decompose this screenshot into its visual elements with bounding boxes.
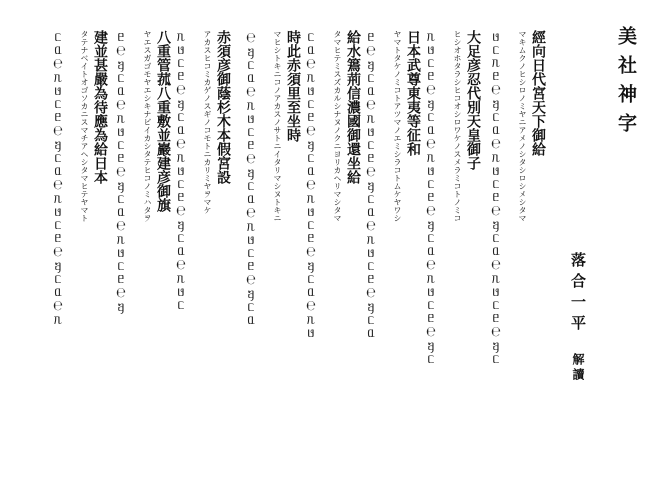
archaic-script: ᥳᥴᥰᥱ℮ᥠᥴᥲ℮ᥰᥳᥴᥱ℮ᥠᥴᥲ℮ᥰᥳᥴᥱ℮ᥠᥴ (488, 30, 504, 365)
archaic-script: ᥴᥲ℮ᥰᥳᥴᥱ℮ᥠᥴᥲ℮ᥰᥳᥴᥱ℮ᥠᥴᥲ℮ᥰᥳ (303, 30, 319, 339)
kana-reading: タマヒテミスズカルシナヌノクニヨリカヘリマシタマ (333, 30, 342, 222)
translator-name: 落合一平 (569, 252, 587, 336)
kana-reading: マヒシトキニコノアカスノサトニイタリマシヌトキニ (273, 30, 282, 222)
kanji-line: 赤須彦御蔭杉木本假宮設 (215, 30, 231, 184)
text-column-5 (243, 30, 303, 470)
text-column-4 (303, 30, 363, 470)
kanji-line: 日本武尊東夷等征和 (405, 30, 421, 156)
archaic-script: ᥰᥳᥴᥱ℮ᥠᥴᥲ℮ᥰᥳᥴᥱ℮ᥠᥴᥲ℮ᥰᥳᥴ (173, 30, 189, 311)
text-column-6 (173, 30, 233, 470)
document-title: 美社神字 (615, 26, 637, 142)
kanji-line: 建並甚嚴為待應為給日本 (92, 30, 108, 184)
text-column-2 (423, 30, 483, 470)
kanji-line: 給水篶荊信濃國御還坐給 (345, 30, 361, 184)
kana-reading: タテナベイトオゴソカニスマチアヘシタマヒテヤマト (80, 30, 89, 222)
translator-role: 解讀 (571, 353, 585, 383)
kanji-line: 八重管菰八重敷並巖建彦御旗 (155, 30, 171, 212)
translator-credit (568, 252, 589, 383)
archaic-script: ᥴᥲ℮ᥰᥳᥴᥱ℮ᥠᥴᥲ℮ᥰᥳᥴᥱ℮ᥠᥴᥲ℮ᥰ (50, 30, 66, 326)
archaic-script: ᥱ℮ᥠᥴᥲ℮ᥰᥳᥴᥱ℮ᥠᥴᥲ℮ᥰᥳᥴᥱ℮ᥠᥴᥲ (363, 30, 379, 339)
kanji-line: 經向日代宮天下御給 (530, 30, 546, 156)
text-column-8 (50, 30, 110, 470)
text-column-1 (488, 30, 548, 470)
kana-reading: マキムクノヒシロノミヤニアメノシタシロシメシタマ (518, 30, 527, 222)
text-column-3 (363, 30, 423, 470)
kana-reading: ヒシオホタラシヒコオシロワケノスメラミコトノミコ (453, 30, 462, 222)
kana-reading: ヤマトタケノミコトアツマノエミシラコトムケヤワシ (393, 30, 402, 222)
kanji-line: 時此赤須里至坐時 (285, 30, 301, 142)
kana-reading: ヤエスガゴモヤエシキナビイカシタテヒコノミハタヲ (143, 30, 152, 222)
text-column-7 (113, 30, 173, 470)
kana-reading: アカスヒコミカゲノスギノコモトニカリミヤヲマケ (203, 30, 212, 214)
archaic-script: ᥱ℮ᥠᥴᥲ℮ᥰᥳᥴᥱ℮ᥠᥴᥲ℮ᥰᥳᥴᥱ℮ᥠ (113, 30, 129, 313)
kanji-line: 大足彦忍代別天皇御子 (465, 30, 481, 170)
archaic-script: ᥰᥳᥴᥱ℮ᥠᥴᥲ℮ᥰᥳᥴᥱ℮ᥠᥴᥲ℮ᥰᥳᥴᥱ℮ᥠᥴ (423, 30, 439, 365)
archaic-script: ℮ᥠᥴᥲ℮ᥰᥳᥴᥱ℮ᥠᥴᥲ℮ᥰᥳᥴᥱ℮ᥠᥴᥲ (243, 30, 259, 326)
